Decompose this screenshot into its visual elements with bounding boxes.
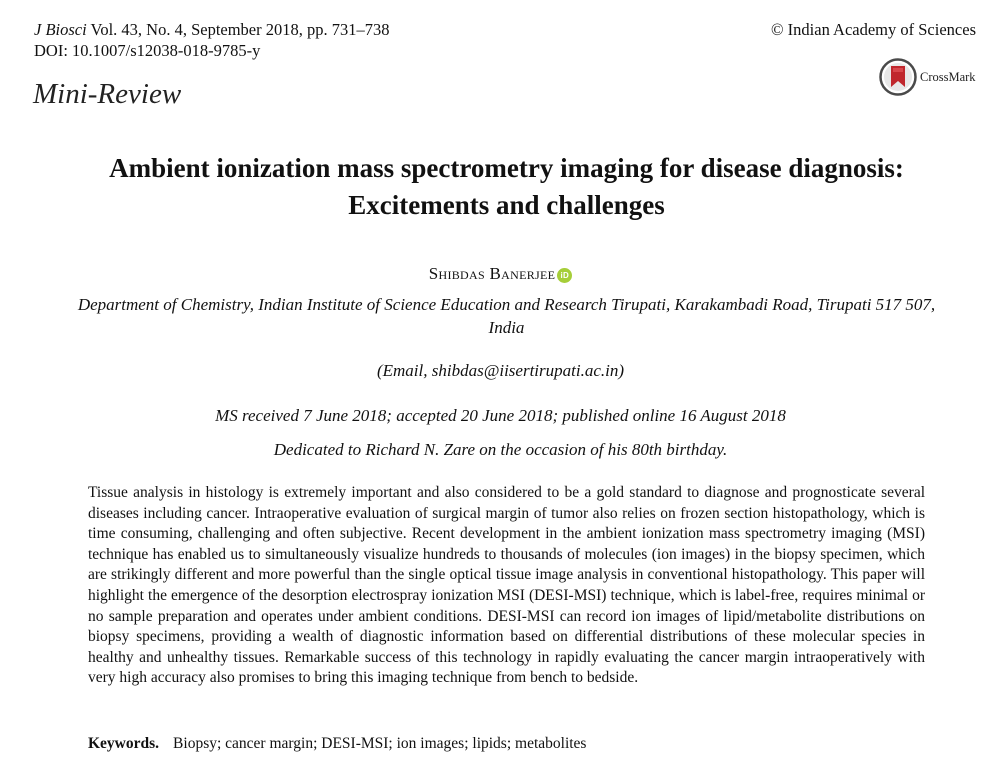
journal-details: Vol. 43, No. 4, September 2018, pp. 731–738 — [86, 20, 390, 39]
doi-link[interactable]: DOI: 10.1007/s12038-018-9785-y — [34, 41, 261, 60]
author-affiliation: Department of Chemistry, Indian Institute of Science Education and Research Tirupati, Karakambadi Road, Tirupati 517 507, India — [77, 295, 936, 337]
journal-name: J Biosci — [34, 20, 87, 39]
keywords-values: Biopsy; cancer margin; DESI-MSI; ion images; lipids; metabolites — [173, 735, 587, 752]
author-line — [0, 264, 1001, 284]
keywords-label: Keywords. — [88, 735, 160, 752]
keywords — [88, 735, 586, 753]
article-type: Mini-Review — [33, 78, 182, 110]
orcid-icon[interactable]: iD — [557, 268, 572, 283]
author-name[interactable]: Shibdas Banerjee — [428, 264, 556, 283]
dedication: Dedicated to Richard N. Zare on the occasion of his 80th birthday. — [273, 440, 728, 459]
copyright-notice: © Indian Academy of Sciences — [771, 20, 976, 39]
journal-citation — [34, 20, 390, 40]
author-email[interactable]: (Email, shibdas@iisertirupati.ac.in) — [376, 361, 625, 380]
crossmark-icon — [879, 58, 917, 96]
publication-history: MS received 7 June 2018; accepted 20 June 2018; published online 16 August 2018 — [215, 406, 786, 425]
paper-title: Ambient ionization mass spectrometry imaging for disease diagnosis: Excitements and challenges — [109, 153, 904, 220]
abstract: Tissue analysis in histology is extremely important and also considered to be a gold standard to diagnose and prognosticate several diseases including cancer. Intraoperative evaluation of surgical margin of tumor also relies on frozen section histopathology, which is time consuming, challenging and often subjective. Recent development in the ambient ionization mass spectrometry imaging (MSI) technique has enabled us to simultaneously visualize hundreds to thousands of molecules (ion images) in the biopsy specimen, which are strikingly different and more powerful than the single optical tissue image analysis in conventional histopathology. This paper will highlight the emergence of the desorption electrospray ionization MSI (DESI-MSI) technique, which is label-free, requires minimal or no sample preparation and operates under ambient conditions. DESI-MSI can record ion images of lipid/metabolite distributions on biopsy specimens, providing a wealth of diagnostic information based on differential distributions of these molecular species in healthy and unhealthy tissues. Remarkable success of this technology in rapidly evaluating the cancer margin intraoperatively with very high accuracy also promises to bring this imaging technique from bench to bedside. — [88, 484, 925, 687]
crossmark-label: CrossMark — [920, 69, 976, 84]
crossmark-badge[interactable] — [879, 58, 976, 96]
